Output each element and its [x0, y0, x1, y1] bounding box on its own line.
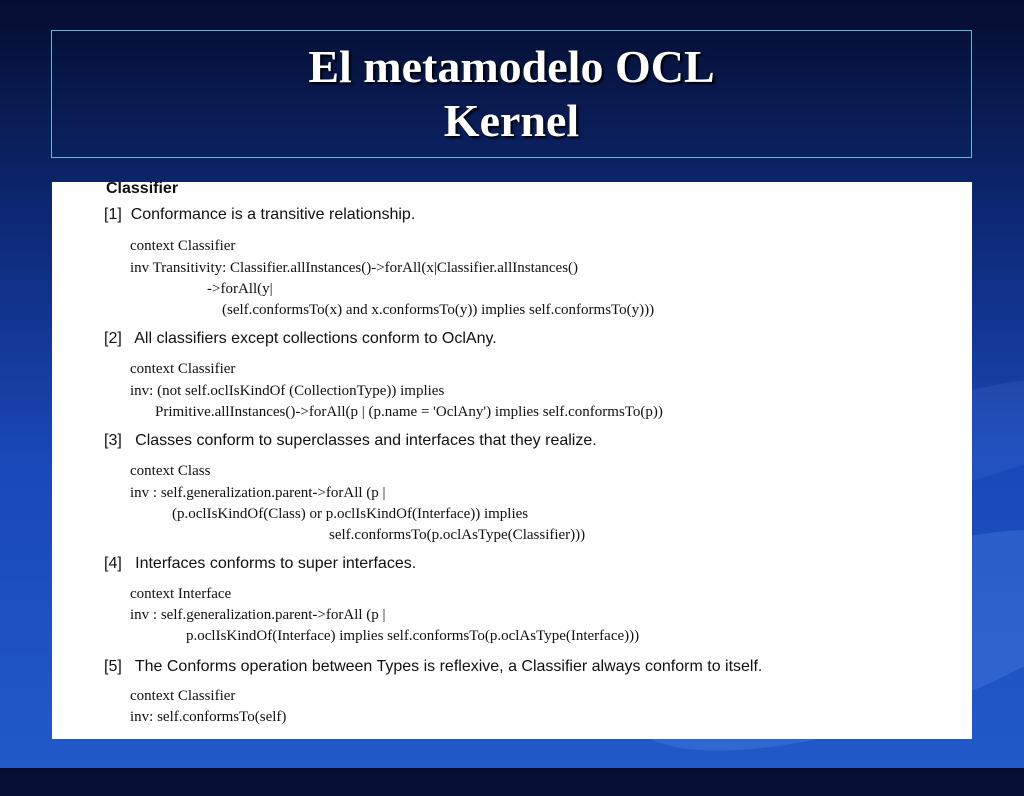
code-line: (self.conformsTo(x) and x.conformsTo(y)) implies self.conformsTo(y))): [222, 302, 655, 318]
slide-title-box: [51, 30, 972, 158]
code-line: inv : self.generalization.parent->forAll (p |: [130, 607, 386, 623]
rule-text: The Conforms operation between Types is reflexive, a Classifier always conform to itself.: [134, 658, 763, 675]
rule-5: [104, 658, 762, 676]
rule-1: [104, 206, 415, 224]
code-line: context Classifier: [130, 238, 236, 254]
rule-number: [5]: [104, 658, 122, 675]
rule-text: Conformance is a transitive relationship.: [130, 206, 416, 223]
rule-number: [4]: [104, 555, 122, 572]
rule-text: Classes conform to superclasses and interfaces that they realize.: [135, 432, 597, 449]
code-line: inv: self.conformsTo(self): [130, 709, 287, 725]
code-line: inv : self.generalization.parent->forAll (p |: [130, 485, 386, 501]
rule-text: Interfaces conforms to super interfaces.: [135, 555, 417, 572]
code-line: self.conformsTo(p.oclAsType(Classifier))): [329, 527, 586, 543]
code-line: p.oclIsKindOf(Interface) implies self.conformsTo(p.oclAsType(Interface))): [186, 628, 640, 644]
code-line: Primitive.allInstances()->forAll(p | (p.name = 'OclAny') implies self.conformsTo(p)): [155, 404, 663, 420]
rule-number: [2]: [104, 330, 122, 347]
code-line: context Class: [130, 463, 211, 479]
code-line: (p.oclIsKindOf(Class) or p.oclIsKindOf(Interface)) implies: [172, 506, 529, 522]
slide-subtitle: Kernel: [443, 95, 580, 146]
scanned-document: [52, 182, 972, 739]
section-heading: Classifier: [106, 182, 179, 197]
rule-number: [3]: [104, 432, 122, 449]
code-line: inv: (not self.oclIsKindOf (CollectionType)) implies: [130, 383, 445, 399]
code-line: context Classifier: [130, 361, 236, 377]
rule-3: [104, 432, 597, 450]
slide-title: El metamodelo OCL: [308, 41, 715, 92]
code-line: context Classifier: [130, 688, 236, 704]
code-line: context Interface: [130, 586, 232, 602]
code-line: inv Transitivity: Classifier.allInstances()->forAll(x|Classifier.allInstances(): [130, 260, 579, 276]
rule-text: All classifiers except collections conform to OclAny.: [134, 330, 497, 347]
code-line: ->forAll(y|: [207, 281, 273, 297]
rule-4: [104, 555, 416, 573]
rule-number: [1]: [104, 206, 122, 223]
rule-2: [104, 330, 497, 348]
